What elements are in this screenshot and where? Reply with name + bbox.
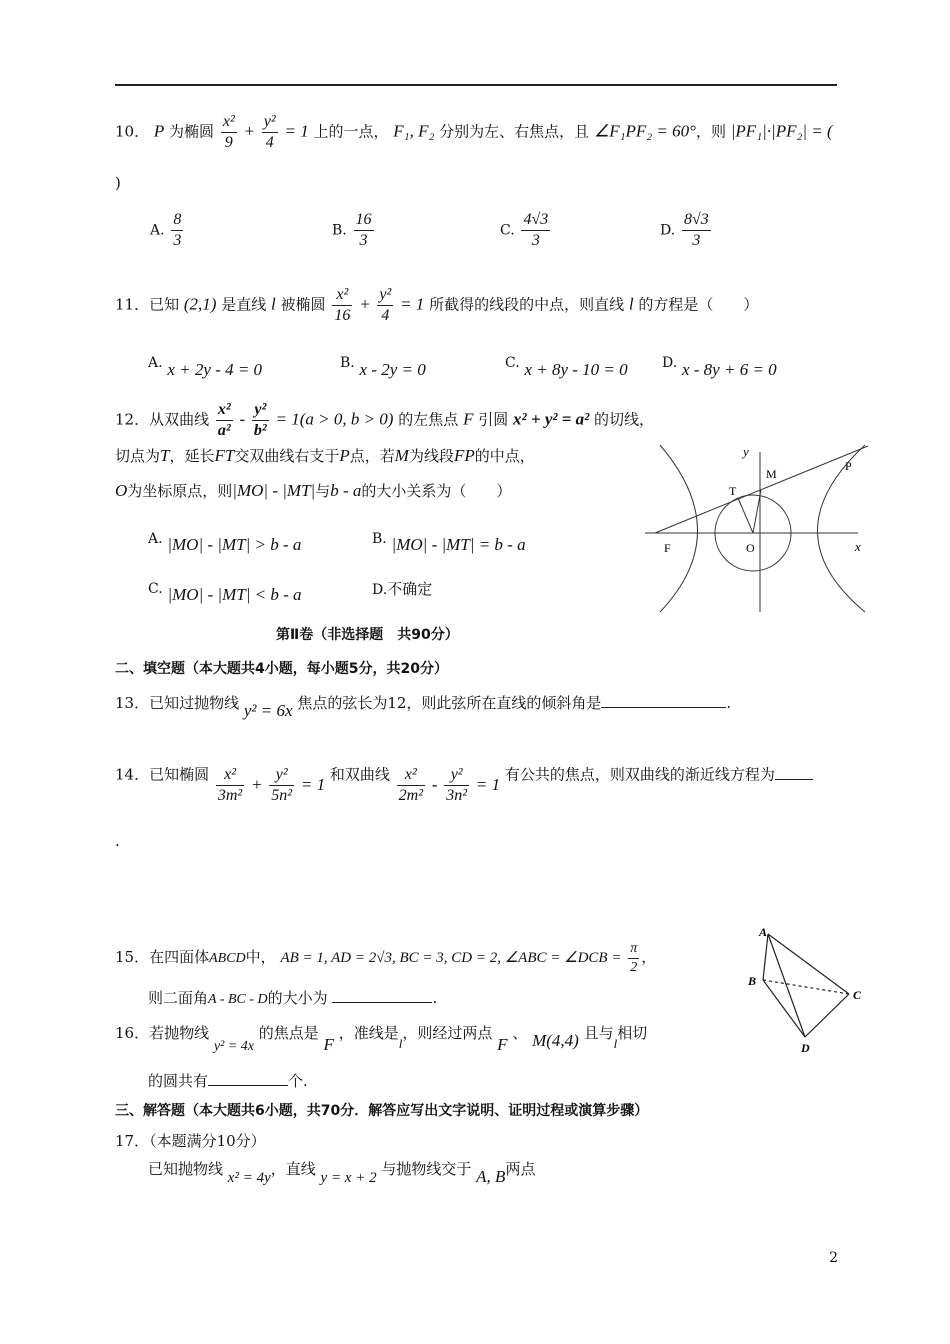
text: ， [641,948,657,966]
denominator: a² [217,422,231,439]
text: 被椭圆 [280,295,326,314]
text: 、 [512,1024,528,1042]
option-d [660,210,713,251]
question-15 [115,940,656,976]
question-number: 15．在四面体 [115,948,210,966]
denominator: b² [253,422,267,439]
label-p: P [845,459,852,473]
point-o: O [115,481,128,500]
text: 的左焦点 [398,410,459,429]
denominator: 2 [630,959,638,975]
text: 焦点的弦长为12，则此弦所在直线的倾斜角是 [297,694,602,712]
equation-rhs: = 1 [475,774,501,794]
question-10: 10． P 为椭圆 $\frac{\text{x²}}{9}$ + $\frac{\text{y²}}{4}$ = 1 上的一点， F₁, F₂ 分别为左、右焦点，且 ∠F₁PF₂ = 60°，则 |PF₁|·|PF₂| = ( [115,113,833,151]
numerator: x² [216,400,233,421]
option-label: A. [150,222,165,239]
point-m: M [394,446,409,465]
text: 的焦点是 [258,1024,319,1042]
question-10-close: ) [115,174,121,192]
line-l: l [271,294,276,314]
label-c: C [853,988,862,1002]
question-14: 14．已知椭圆 $\frac{\text{x²}}{\text{3m²}}$ + $\frac{\text{y²}}{\text{5n²}}$ = 1 和双曲线 $\frac{\text{x²}}{\text{2m²}}$ - $\frac{\text{y²}}{\text{3n²}}$ = 1 有公共的焦点，则双曲线的渐近线方程为 [115,755,813,796]
denominator: 3 [359,232,368,249]
option-expr: 不确定 [387,580,433,598]
point: (2,1) [183,294,217,314]
edge-cd [805,994,849,1037]
text: 分别为左、右焦点，且 [439,122,590,141]
text: 则二面角 [148,989,209,1007]
angle-expr: ∠F₁PF₂ = 60° [593,121,696,141]
option-expr: |MO| - |MT| < b - a [167,585,302,604]
text: 为坐标原点，则 [127,482,233,500]
answer-blank[interactable] [332,1002,432,1003]
numerator: 4√3 [521,210,550,231]
option-c [148,578,302,604]
answer-blank[interactable] [208,1085,288,1086]
question-16 [115,1022,648,1054]
segment-ot [738,498,753,533]
option-a [148,352,263,379]
question-11: 11．已知 (2,1) 是直线 l 被椭圆 $\frac{\text{x²}}{16}$ + $\frac{\text{y²}}{4}$ = 1 所截得的线段的中点，则直线 l 的方程是（ ） [115,286,759,324]
label-m: M [766,467,777,481]
question-14-end: . [115,832,120,850]
edge-bd [763,980,805,1037]
denominator: 9 [224,134,233,151]
text: . [726,694,732,712]
section-2-heading: 二、填空题（本大题共4小题，每小题5分，共20分） [115,661,448,677]
label-o: O [746,541,755,555]
label-d: D [801,1041,810,1055]
text: 的方程是（ ） [638,295,759,314]
label-b: B [748,974,757,988]
numerator: 16 [354,210,374,231]
parabola-eq: x² = 4y [227,1170,271,1186]
parabola-eq: y² = 6x [243,701,293,720]
edge-ab [763,934,768,980]
text: 有公共的焦点，则双曲线的渐近线方程为 [504,765,775,784]
text: 已知抛物线 [148,1160,224,1178]
label-y: y [743,444,749,459]
equation-rhs: = 1 [400,294,425,314]
option-label: A. [148,531,163,547]
tetrahedron-name: ABCD [209,951,246,966]
option-expr: |MO| - |MT| > b - a [167,535,302,554]
section-3-heading: 三、解答题（本大题共6小题，共70分．解答应写出文字说明、证明过程或演算步骤） [115,1103,649,1119]
question-number: 12．从双曲线 [115,410,210,429]
option-c [505,352,628,379]
text: ，延长 [169,447,215,465]
point-p: P [339,446,350,465]
line-l: l [628,294,634,314]
text: ，准线是 [338,1024,399,1042]
option-label: C. [500,222,515,239]
text: ，直线 [270,1160,316,1178]
numerator: y² [252,400,269,421]
option-a [148,528,302,554]
text: 为椭圆 [169,122,215,141]
option-b [340,352,426,379]
question-number: 11．已知 [115,295,180,314]
point-f: F [323,1035,334,1054]
dihedral-angle: A - BC - D [208,992,268,1007]
text: 为线段 [408,447,454,465]
text: 且与 [583,1024,614,1042]
question-15-line2 [148,987,437,1008]
denominator: 3 [173,232,182,249]
condition-expr: AB = 1, AD = 2√3, BC = 3, CD = 2, ∠ABC = ∠DCB = [280,950,622,966]
denominator: 3 [692,232,701,249]
option-d [662,352,777,379]
text: 个. [288,1072,308,1090]
numerator: π [628,940,639,959]
segment-ft: FT [214,446,235,465]
text: 的切线， [594,410,655,429]
option-d [372,578,432,599]
equation-rhs: = 1 [300,774,326,794]
circle-eq: x² + y² = a² [513,409,590,429]
option-expr: x - 8y + 6 = 0 [681,360,777,379]
question-17 [148,1158,536,1186]
text: 所截得的线段的中点，则直线 [429,295,625,314]
part2-title: 第Ⅱ卷（非选择题 共90分） [276,627,459,643]
option-expr: x + 8y - 10 = 0 [524,360,628,379]
numerator: x² [221,112,237,133]
point-m: M(4,4) [532,1031,579,1050]
numerator: x² [397,765,425,786]
text: 相切 [617,1024,648,1042]
fraction [221,112,237,153]
numerator: y² [269,765,294,786]
option-expr: |MO| - |MT| = b - a [391,535,526,554]
label-t: T [729,484,737,498]
question-16-line2 [148,1070,308,1091]
label-a: A [759,925,768,939]
denominator: 4 [265,134,274,151]
label-f: F [664,541,671,555]
option-label: B. [340,355,355,371]
option-label: B. [332,222,347,239]
parabola-eq: y² = 4x [213,1039,254,1054]
numerator: x² [332,285,352,306]
question-12: 12．从双曲线 $\frac{\text{x²}}{\text{a²}}$ - $\frac{\text{y²}}{\text{b²}}$ = 1(a > 0, b > 0) 的左焦点 F 引圆 x² + y² = a² 的切线， [115,401,655,439]
denominator: 3m² [217,787,243,804]
question-17-title: 17．（本题满分10分） [115,1132,266,1150]
option-expr: x + 2y - 4 = 0 [167,360,263,379]
option-label: D. [660,222,676,239]
numerator: 8√3 [682,210,711,231]
right-branch [818,445,866,612]
line-l: l [398,1036,403,1051]
points-ab: A, B [476,1167,506,1186]
denominator: 4 [381,307,390,324]
text: ，则 [695,122,726,141]
numerator: y² [444,765,469,786]
text: 两点 [505,1160,536,1178]
text: 的大小为 [267,989,328,1007]
page-number: 2 [829,1250,838,1266]
relation-expr: |MO| - |MT| [232,481,316,500]
question-number: 10． [115,122,150,141]
segment-fp: FP [453,446,475,465]
point-t: T [160,446,170,465]
numerator: 8 [171,210,183,231]
option-b [332,210,376,251]
option-c [500,210,552,251]
answer-blank[interactable] [775,779,813,780]
denominator: 3n² [446,787,468,804]
numerator: y² [262,112,278,133]
text: 的圆共有 [148,1072,209,1090]
answer-blank[interactable] [601,707,726,708]
line-l: l [613,1036,618,1051]
option-label: A. [148,355,163,371]
option-b [372,528,526,554]
text: 是直线 [221,295,267,314]
text: 交双曲线右支于 [234,447,340,465]
tetrahedron-figure [745,922,870,1057]
text: 和双曲线 [329,765,390,784]
fraction [262,112,278,153]
question-12-line2 [115,445,535,466]
point-f: F [463,409,474,429]
text: 切点为 [115,447,161,465]
point-p: P [153,121,165,141]
equation-rhs: = 1 [284,121,309,141]
denominator: 5n² [271,787,293,804]
text: 引圆 [478,410,509,429]
option-a [150,210,185,251]
question-13 [115,692,732,720]
edge-bc [763,980,849,994]
text: ，则经过两点 [402,1024,493,1042]
tangent-line [655,446,868,533]
header-rule [115,84,837,86]
text: 与 [315,482,331,500]
foci: F₁, F₂ [393,121,435,141]
question-number: 13．已知过抛物线 [115,694,240,712]
hyperbola-figure [640,440,870,615]
option-label: D. [662,355,678,371]
denominator: 16 [334,307,351,324]
question-number: 16．若抛物线 [115,1024,210,1042]
option-label: B. [372,531,387,547]
product-expr: |PF₁|·|PF₂| = ( [730,121,833,141]
text: 与抛物线交于 [381,1160,472,1178]
text: 上的一点， [313,122,389,141]
option-label: D. [372,582,388,598]
line-eq: y = x + 2 [320,1170,377,1186]
question-number: 14．已知椭圆 [115,765,210,784]
text: 的中点， [474,447,535,465]
text: 的大小关系为（ ） [361,482,512,500]
text: 点，若 [349,447,395,465]
label-x: x [855,539,861,554]
denominator: 3 [531,232,540,249]
option-expr: x - 2y = 0 [359,360,426,379]
equation-rhs: = 1(a > 0, b > 0) [275,409,394,429]
text: 中， [245,948,276,966]
numerator: y² [377,285,393,306]
b-minus-a: b - a [330,481,362,500]
denominator: 2m² [398,787,424,804]
text: . [432,989,438,1007]
option-label: C. [505,355,520,371]
option-label: C. [148,581,163,597]
numerator: x² [216,765,244,786]
point-f: F [497,1035,508,1054]
question-12-line3 [115,480,511,501]
edge-ac [768,934,849,994]
